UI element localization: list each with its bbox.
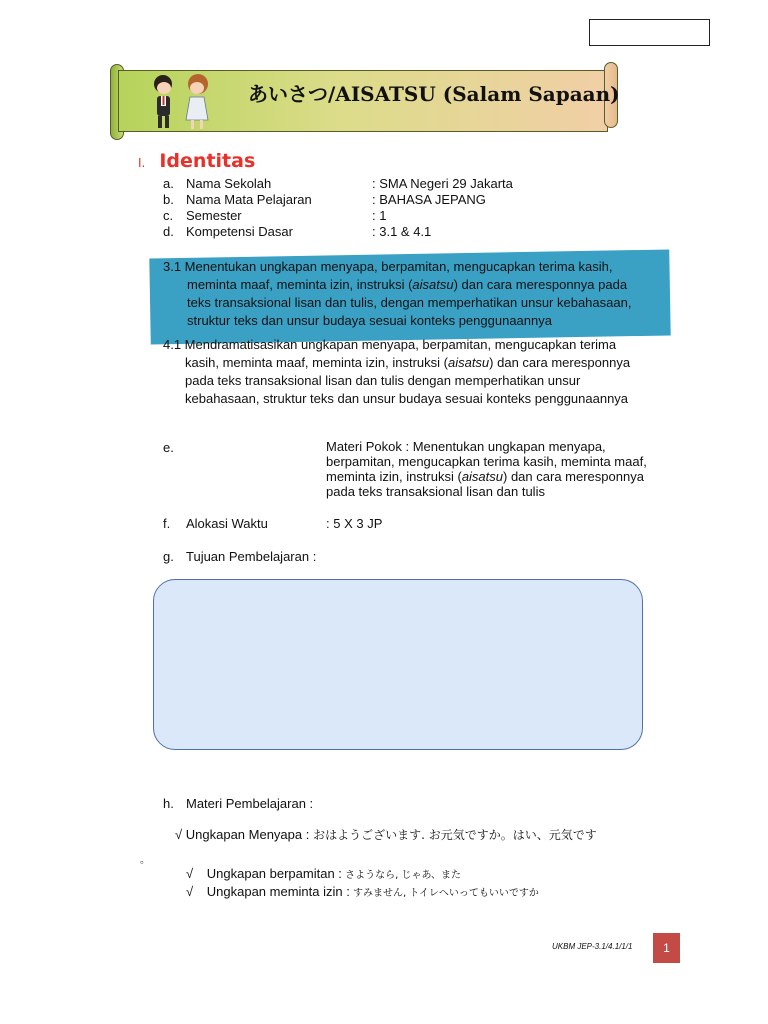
materi-item-meminta-izin: √ Ungkapan meminta izin : すみません, トイレへいってもいいですか	[186, 884, 539, 899]
tujuan-pembelajaran-box	[153, 579, 643, 750]
section-number: I.	[138, 156, 146, 170]
bowing-people-illustration	[146, 70, 216, 132]
check-mark-icon: √	[186, 884, 194, 899]
kd-4-1-text: 4.1 Mendramatisasikan ungkapan menyapa, berpamitan, mengucapkan terima kasih, meminta maaf, meminta izin, instruksi (aisatsu) dan cara meresponnya pada teks transaksional lisan dan tulis dengan memperhatikan unsur kebahasaan, struktur teks dan unsur budaya sesuai konteks penggunaannya	[163, 337, 631, 406]
check-mark-icon: √	[175, 827, 183, 842]
trailing-period-mark: 。	[140, 855, 150, 866]
materi-item-menyapa: √ Ungkapan Menyapa : おはようございます. お元気ですか。はい、元気です	[175, 827, 597, 842]
materi-pokok-text: Materi Pokok : Menentukan ungkapan menyapa, berpamitan, mengucapkan terima kasih, meminta maaf, meminta izin, instruksi (aisatsu) dan cara meresponnya pada teks transaksional lisan dan tulis	[326, 439, 647, 499]
materi-item-berpamitan: √ Ungkapan berpamitan : さようなら, じゃあ、また	[186, 866, 462, 881]
footer-module-code: UKBM JEP-3.1/4.1/1/1	[552, 942, 633, 951]
kd-3-1-text: 3.1 Menentukan ungkapan menyapa, berpamitan, mengucapkan terima kasih, meminta maaf, meminta izin, instruksi (aisatsu) dan cara meresponnya pada teks transaksional lisan dan tulis, dengan memperhatikan unsur kebahasaan, struktur teks dan unsur budaya sesuai konteks penggunaannya	[163, 259, 632, 328]
section-title: Identitas	[159, 150, 256, 172]
header-empty-box	[589, 19, 710, 46]
materi-pokok-label: e.	[163, 440, 174, 455]
page-number-badge: 1	[653, 933, 680, 963]
check-mark-icon: √	[186, 866, 194, 881]
banner-title: あいさつ/AISATSU (Salam Sapaan)	[248, 82, 620, 106]
tujuan-pembelajaran-row: g. Tujuan Pembelajaran :	[163, 549, 317, 564]
title-banner	[110, 62, 618, 142]
alokasi-waktu-row: f. Alokasi Waktu : 5 X 3 JP	[163, 516, 383, 531]
section-identitas-heading	[138, 150, 255, 172]
materi-pembelajaran-row: h. Materi Pembelajaran :	[163, 796, 314, 811]
